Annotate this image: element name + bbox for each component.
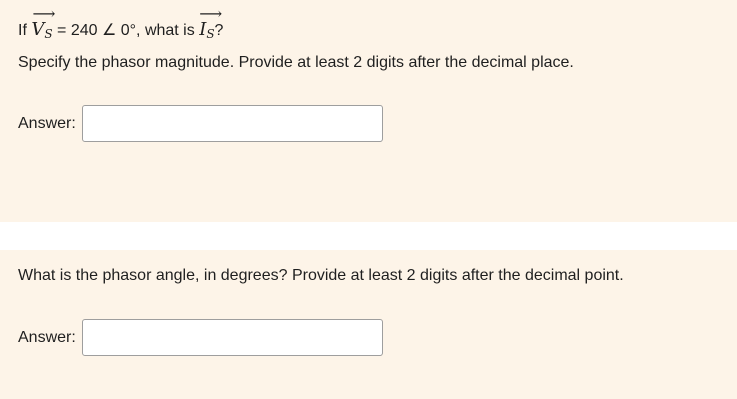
- answer-label: Answer:: [18, 329, 76, 346]
- current-source-phasor-symbol: ⟶ $I_S$: [199, 4, 221, 41]
- answer-label: Answer:: [18, 115, 76, 132]
- magnitude-answer-input[interactable]: [82, 105, 383, 142]
- question-1-prompt: Specify the phasor magnitude. Provide at least 2 digits after the decimal place.: [18, 54, 574, 71]
- angle-answer-input[interactable]: [82, 319, 383, 356]
- question-2-panel: [0, 250, 737, 399]
- question-1-given-statement: [18, 4, 224, 44]
- vector-arrow-icon: ⟶: [32, 4, 54, 23]
- voltage-source-phasor-symbol: ⟶ $V_S$: [31, 4, 54, 41]
- given-value: = 240 ∠ 0°, what is: [57, 22, 195, 39]
- given-suffix: ?: [214, 22, 224, 39]
- vector-arrow-icon: ⟶: [199, 4, 221, 23]
- given-prefix: If: [18, 22, 27, 39]
- question-2-prompt: What is the phasor angle, in degrees? Provide at least 2 digits after the decimal point.: [18, 267, 624, 284]
